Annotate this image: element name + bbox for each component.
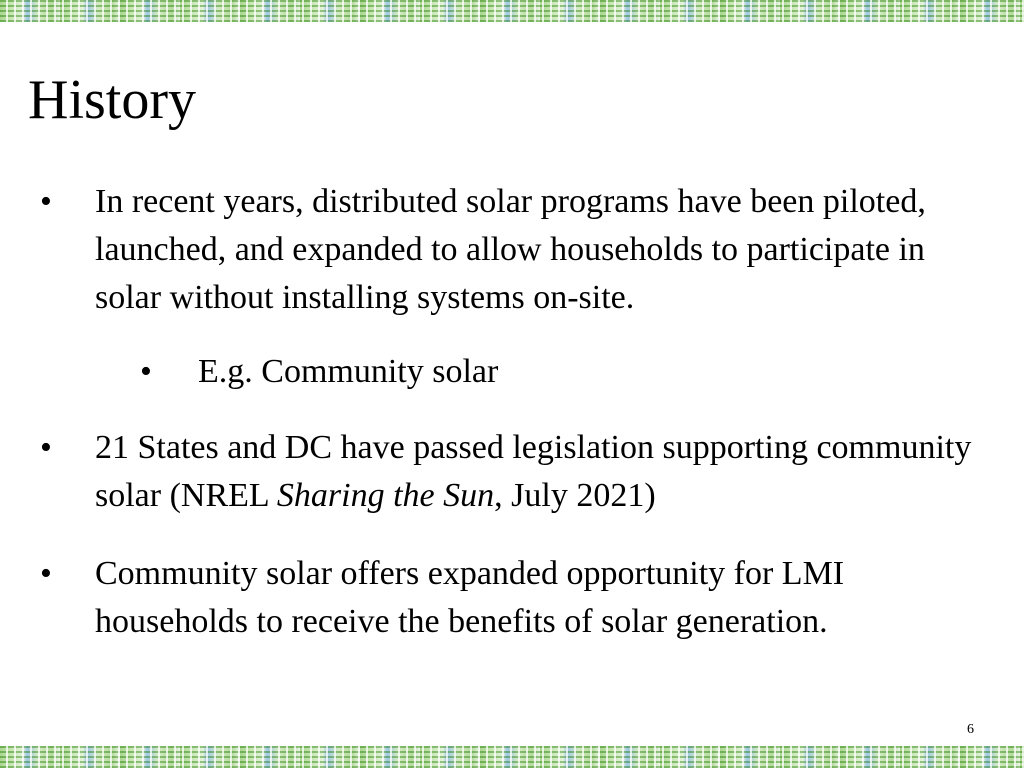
bullet-text: In recent years, distributed solar programs have been piloted, launched, and expanded to allow households to participate in solar without installing systems on-site. [95,183,926,316]
slide-title: History [28,69,196,131]
decorative-bottom-border [0,746,1024,768]
bullet-item-lmi-opportunity [0,550,1024,646]
bullet-marker: • [40,555,52,592]
sub-bullet-community-solar [0,348,1024,396]
bullet-marker: • [40,183,52,220]
decorative-top-border [0,0,1024,22]
bullet-text-start: 21 States and DC have passed legislation supporting community solar (NREL [95,429,972,514]
bullet-item-distributed-solar [0,178,1024,322]
bullet-marker: • [140,353,152,390]
bullet-marker: • [40,429,52,466]
bullet-text: Community solar offers expanded opportunity for LMI households to receive the benefits of solar generation. [95,555,845,640]
bullet-item-legislation [0,424,1024,520]
slide-number: 6 [967,722,974,737]
bullet-text-end: , July 2021) [494,477,656,514]
bullet-list [0,178,1024,676]
bullet-text: E.g. Community solar [198,353,499,390]
report-title-italic: Sharing the Sun [276,477,495,514]
